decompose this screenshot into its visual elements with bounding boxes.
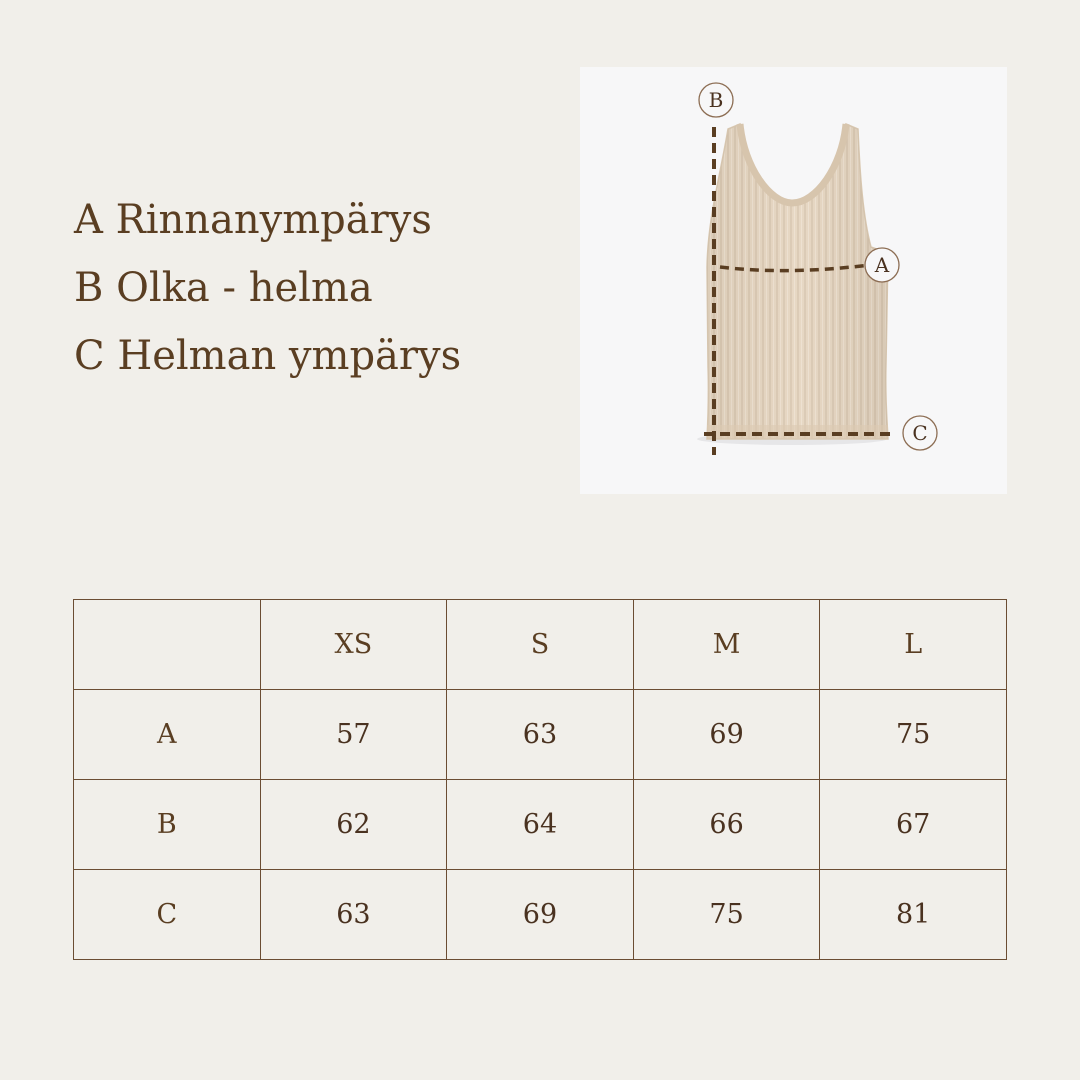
row-label: A bbox=[74, 690, 261, 780]
legend-item-c: C Helman ympärys bbox=[74, 333, 462, 379]
table-header-row bbox=[74, 600, 1007, 690]
table-cell: 69 bbox=[633, 690, 820, 780]
table-cell: 75 bbox=[633, 870, 820, 960]
table-cell: 81 bbox=[820, 870, 1007, 960]
header-cell-m: M bbox=[633, 600, 820, 690]
header-cell-l: L bbox=[820, 600, 1007, 690]
marker-a bbox=[865, 248, 899, 282]
marker-b bbox=[699, 83, 733, 117]
table-cell: 64 bbox=[447, 780, 634, 870]
svg-text:C: C bbox=[912, 421, 928, 445]
header-cell-empty bbox=[74, 600, 261, 690]
table-cell: 66 bbox=[633, 780, 820, 870]
marker-c bbox=[903, 416, 937, 450]
table-row bbox=[74, 870, 1007, 960]
row-label: C bbox=[74, 870, 261, 960]
table-cell: 67 bbox=[820, 780, 1007, 870]
legend-item-b: B Olka - helma bbox=[74, 265, 373, 311]
table-cell: 62 bbox=[260, 780, 447, 870]
row-label: B bbox=[74, 780, 261, 870]
measurement-legend bbox=[74, 186, 544, 390]
tank-top-measurement-photo bbox=[580, 67, 1007, 494]
table-cell: 69 bbox=[447, 870, 634, 960]
svg-text:A: A bbox=[874, 253, 890, 277]
table-cell: 63 bbox=[447, 690, 634, 780]
size-chart-table bbox=[73, 599, 1007, 960]
header-cell-xs: XS bbox=[260, 600, 447, 690]
table-cell: 57 bbox=[260, 690, 447, 780]
table-row bbox=[74, 780, 1007, 870]
header-cell-s: S bbox=[447, 600, 634, 690]
table-cell: 63 bbox=[260, 870, 447, 960]
table-row bbox=[74, 690, 1007, 780]
tank-top-garment bbox=[707, 124, 888, 439]
table-cell: 75 bbox=[820, 690, 1007, 780]
svg-text:B: B bbox=[708, 88, 724, 112]
legend-item-a: A Rinnanympärys bbox=[74, 197, 432, 243]
